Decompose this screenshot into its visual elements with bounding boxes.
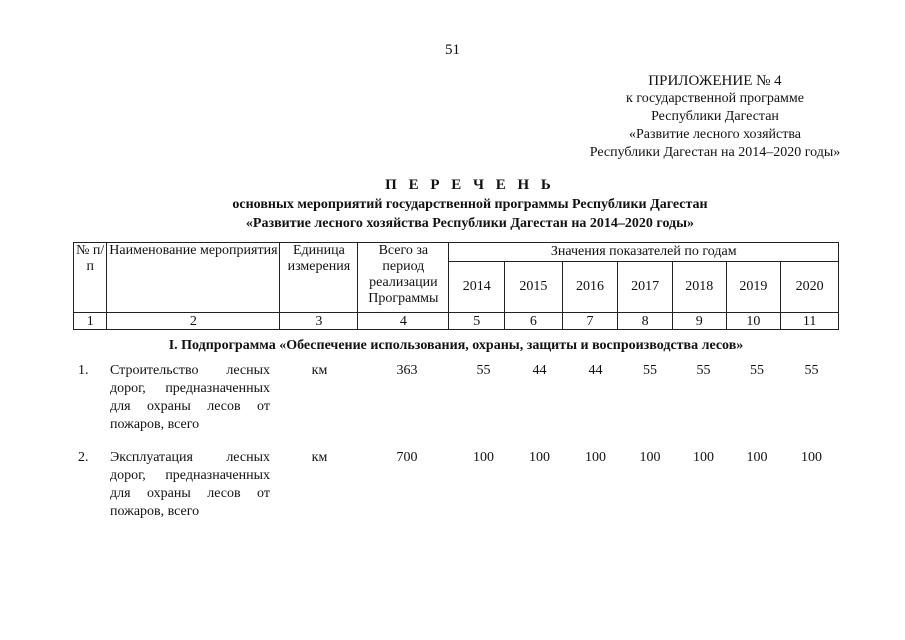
appendix-line: к государственной программе	[626, 91, 804, 106]
column-number: 11	[781, 313, 839, 330]
column-number: 10	[726, 313, 781, 330]
appendix-block	[560, 72, 870, 162]
row-value: 55	[804, 363, 819, 378]
header-num: № п/п	[74, 243, 107, 313]
header-year: 2014	[449, 262, 505, 313]
row-total: 700	[396, 450, 418, 465]
row-value: 55	[696, 363, 711, 378]
appendix-line: Республики Дагестан	[651, 109, 779, 124]
column-number: 9	[672, 313, 726, 330]
column-number: 5	[449, 313, 505, 330]
heading-title: П Е Р Е Ч Е Н Ь	[385, 177, 555, 193]
column-number: 8	[618, 313, 673, 330]
column-number: 7	[562, 313, 618, 330]
indicators-table	[73, 242, 839, 330]
row-value: 100	[693, 450, 714, 465]
row-value: 44	[588, 363, 603, 378]
row-value: 100	[529, 450, 550, 465]
header-total: Всего за период реализации Программы	[358, 243, 449, 313]
row-unit: км	[311, 363, 328, 378]
header-name: Наименование мероприятия	[107, 243, 280, 313]
row-number: 2.	[78, 450, 89, 465]
row-number: 1.	[78, 363, 89, 378]
row-value: 44	[532, 363, 547, 378]
row-value: 100	[473, 450, 494, 465]
column-number: 6	[505, 313, 563, 330]
row-value: 100	[585, 450, 606, 465]
heading-line: основных мероприятий государственной программы Республики Дагестан	[232, 197, 708, 212]
column-number: 2	[107, 313, 280, 330]
appendix-title: ПРИЛОЖЕНИЕ № 4	[648, 73, 782, 89]
column-number: 1	[74, 313, 107, 330]
heading-line: «Развитие лесного хозяйства Республики Дагестан на 2014–2020 годы»	[245, 216, 695, 231]
header-year: 2017	[618, 262, 673, 313]
row-value: 55	[750, 363, 764, 378]
subprogram-title: I. Подпрограмма «Обеспечение использования, охраны, защиты и воспроизводства лесов»	[168, 338, 744, 353]
row-value: 100	[746, 450, 768, 465]
row-value: 100	[639, 450, 661, 465]
appendix-line: Республики Дагестан на 2014–2020 годы»	[589, 145, 841, 160]
header-year: 2018	[672, 262, 726, 313]
row-value: 55	[476, 363, 491, 378]
row-total: 363	[396, 363, 418, 378]
header-year: 2019	[726, 262, 781, 313]
header-unit: Единица измерения	[280, 243, 358, 313]
header-year: 2016	[562, 262, 618, 313]
row-value: 55	[643, 363, 657, 378]
appendix-line: «Развитие лесного хозяйства	[628, 127, 801, 142]
column-number: 3	[280, 313, 358, 330]
row-name: Эксплуатация лесных дорог, предназначенных для охраны лесов от пожаров, всего	[110, 450, 270, 519]
column-number: 4	[358, 313, 449, 330]
document-heading	[0, 176, 905, 233]
row-name: Строительство лесных дорог, предназначенных для охраны лесов от пожаров, всего	[110, 363, 270, 432]
header-years-group: Значения показателей по годам	[449, 243, 839, 262]
row-unit: км	[311, 450, 328, 465]
row-value: 100	[801, 450, 822, 465]
header-year: 2020	[781, 262, 839, 313]
page-number: 51	[445, 42, 460, 58]
header-year: 2015	[505, 262, 563, 313]
